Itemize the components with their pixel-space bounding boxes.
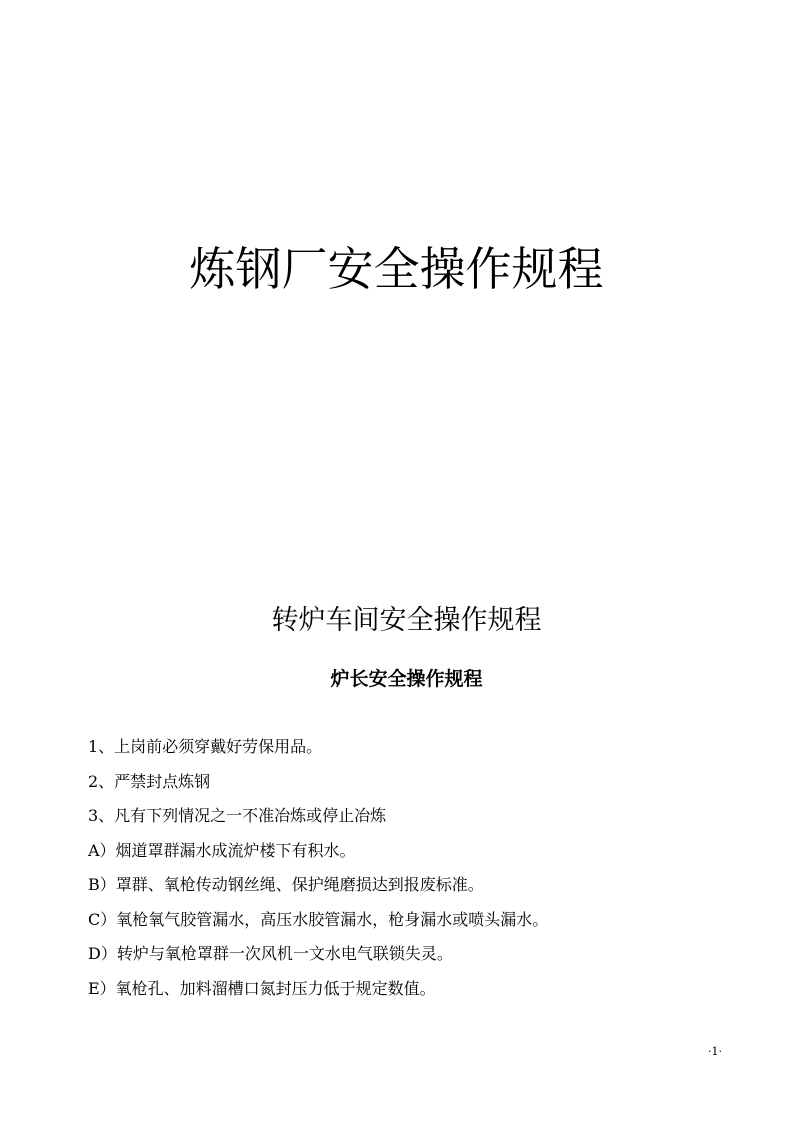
rule-item-1: 1、上岗前必须穿戴好劳保用品。 <box>88 737 323 756</box>
rule-item-c: C）氧枪氧气胶管漏水，高压水胶管漏水，枪身漏水或喷头漏水。 <box>88 909 549 929</box>
rule-item-2: 2、严禁封点炼钢 <box>88 771 211 791</box>
rule-item-a: A）烟道罩群漏水成流炉楼下有积水。 <box>88 840 356 860</box>
rules-list <box>88 730 548 1006</box>
rule-item-e: E）氧枪孔、加料溜槽口氮封压力低于规定数值。 <box>88 978 436 998</box>
page-number: ·1· <box>708 1045 722 1058</box>
rule-item-3: 3、凡有下列情况之一不准冶炼或停止冶炼 <box>88 806 387 825</box>
section-title: 转炉车间安全操作规程 <box>271 605 542 636</box>
sub-section-title: 炉长安全操作规程 <box>330 668 483 690</box>
document-main-title: 炼钢厂安全操作规程 <box>189 242 604 296</box>
rule-item-b: B）罩群、氧枪传动钢丝绳、保护绳磨损达到报废标准。 <box>88 875 484 894</box>
rule-item-d: D）转炉与氧枪罩群一次风机一文水电气联锁失灵。 <box>88 944 453 963</box>
